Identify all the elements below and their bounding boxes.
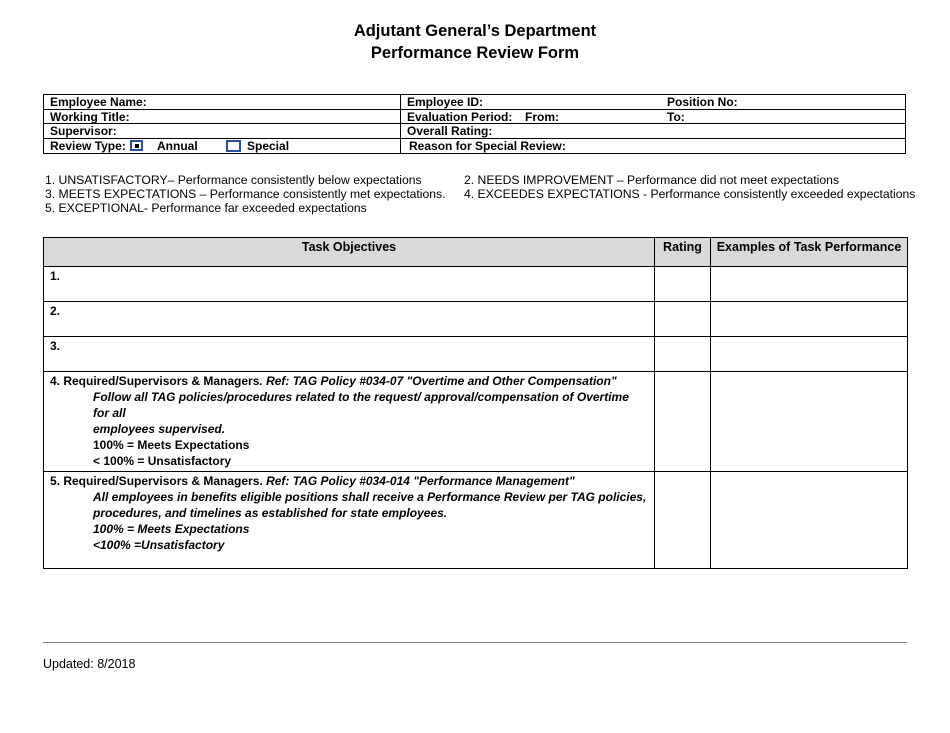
col-task-objectives: Task Objectives — [44, 238, 655, 267]
info-row-name — [44, 95, 905, 110]
task-5-line3: 100% = Meets Expectations — [93, 522, 250, 536]
evaluation-period-label: Evaluation Period: — [407, 109, 513, 124]
col-examples: Examples of Task Performance — [711, 238, 908, 267]
table-row — [44, 302, 908, 337]
task-5-lead: 5. Required/Supervisors & Managers. — [50, 474, 263, 488]
supervisor-label: Supervisor: — [50, 124, 117, 138]
task-5-line4: <100% =Unsatisfactory — [93, 538, 225, 552]
form-subtitle: Performance Review Form — [370, 44, 580, 62]
rating-legend-3: 3. MEETS EXPECTATIONS – Performance consistently met expectations. — [45, 187, 446, 201]
annual-checkbox[interactable] — [130, 140, 143, 151]
special-checkbox[interactable] — [226, 140, 241, 152]
task-5-rating[interactable] — [655, 472, 711, 569]
task-5-line2: procedures, and timelines as established for state employees. — [93, 506, 448, 520]
from-label: From: — [525, 109, 559, 124]
task-2-objective[interactable]: 2. — [44, 302, 655, 337]
task-1-rating[interactable] — [655, 267, 711, 302]
special-label: Special — [247, 138, 290, 153]
overall-rating-label: Overall Rating: — [407, 124, 493, 138]
task-4-rating[interactable] — [655, 372, 711, 472]
task-1-objective[interactable]: 1. — [44, 267, 655, 302]
employee-info-table — [43, 94, 906, 154]
task-5-line1: All employees in benefits eligible positions shall receive a Performance Review per TAG policies, — [93, 490, 647, 504]
task-3-rating[interactable] — [655, 337, 711, 372]
to-label: To: — [667, 109, 685, 124]
table-row — [44, 472, 908, 569]
table-header-row — [44, 238, 908, 267]
rating-legend-4: 4. EXCEEDES EXPECTATIONS - Performance consistently exceeded expectations — [464, 187, 916, 201]
col-rating: Rating — [655, 238, 711, 267]
info-row-review-type — [44, 139, 905, 154]
task-3-examples[interactable] — [711, 337, 908, 372]
task-4-line1: Follow all TAG policies/procedures related to the request/ approval/compensation of Overtime for all — [93, 390, 629, 420]
employee-id-label: Employee ID: — [407, 95, 484, 109]
annual-label: Annual — [157, 138, 198, 153]
task-4-line4: < 100% = Unsatisfactory — [93, 454, 232, 468]
task-4-line2: employees supervised. — [93, 422, 226, 436]
task-4-objective — [44, 372, 655, 472]
table-row — [44, 267, 908, 302]
table-row — [44, 372, 908, 472]
info-row-supervisor — [44, 124, 905, 139]
info-row-title — [44, 110, 905, 125]
task-objectives-table — [43, 237, 908, 569]
task-4-line3: 100% = Meets Expectations — [93, 438, 250, 452]
position-no-label: Position No: — [667, 95, 738, 109]
task-4-ref: . Ref: TAG Policy #034-07 "Overtime and Other Compensation" — [259, 374, 617, 388]
task-3-objective[interactable]: 3. — [44, 337, 655, 372]
form-title: Adjutant General’s Department — [353, 22, 597, 40]
task-2-examples[interactable] — [711, 302, 908, 337]
footer-divider — [43, 642, 907, 643]
review-type-label: Review Type: — [50, 138, 126, 153]
working-title-label: Working Title: — [50, 109, 130, 124]
rating-legend-1: 1. UNSATISFACTORY– Performance consistently below expectations — [45, 173, 422, 187]
task-4-lead: 4. Required/Supervisors & Managers — [50, 374, 260, 388]
rating-legend-2: 2. NEEDS IMPROVEMENT – Performance did not meet expectations — [464, 173, 840, 187]
task-4-examples[interactable] — [711, 372, 908, 472]
task-2-rating[interactable] — [655, 302, 711, 337]
employee-name-label: Employee Name: — [50, 95, 147, 109]
task-5-ref: Ref: TAG Policy #034-014 "Performance Management" — [262, 474, 575, 488]
table-row — [44, 337, 908, 372]
task-5-objective — [44, 472, 655, 569]
task-1-examples[interactable] — [711, 267, 908, 302]
task-5-examples[interactable] — [711, 472, 908, 569]
rating-legend-5: 5. EXCEPTIONAL- Performance far exceeded expectations — [45, 201, 367, 215]
reason-special-label: Reason for Special Review: — [409, 138, 566, 153]
updated-date: Updated: 8/2018 — [43, 657, 136, 671]
